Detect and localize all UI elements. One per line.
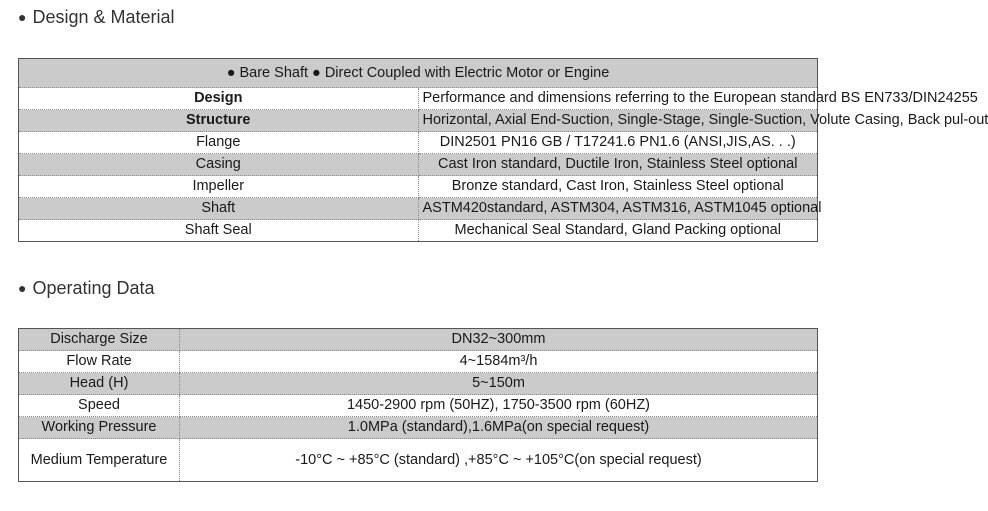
row-key: Discharge Size	[19, 329, 180, 351]
row-value: Performance and dimensions referring to the European standard BS EN733/DIN24255	[418, 88, 818, 110]
row-key: Medium Temperature	[19, 439, 180, 482]
section-title-text: Operating Data	[32, 278, 155, 298]
bullet-icon: ●	[18, 280, 27, 296]
row-key: Structure	[19, 110, 419, 132]
table-row	[19, 220, 818, 242]
row-key: Design	[19, 88, 419, 110]
row-value: DIN2501 PN16 GB / T17241.6 PN1.6 (ANSI,JIS,AS. . .)	[418, 132, 818, 154]
table-row	[19, 176, 818, 198]
row-value: 4~1584m³/h	[180, 351, 818, 373]
row-key: Head (H)	[19, 373, 180, 395]
table-header-row	[19, 59, 818, 88]
design-material-table	[18, 58, 988, 242]
row-key: Shaft	[19, 198, 419, 220]
operating-data-table	[18, 328, 818, 482]
section-title-text: Design & Material	[32, 7, 175, 27]
row-value: 1.0MPa (standard),1.6MPa(on special request)	[180, 417, 818, 439]
row-key: Working Pressure	[19, 417, 180, 439]
row-value: Mechanical Seal Standard, Gland Packing optional	[418, 220, 818, 242]
table-row	[19, 417, 818, 439]
row-key: Flow Rate	[19, 351, 180, 373]
table-row	[19, 329, 818, 351]
row-key: Flange	[19, 132, 419, 154]
table-row	[19, 154, 818, 176]
row-value: 5~150m	[180, 373, 818, 395]
section-title-operating-data	[18, 277, 155, 299]
table-row	[19, 132, 818, 154]
table-row	[19, 110, 818, 132]
row-value: DN32~300mm	[180, 329, 818, 351]
row-value: 1450-2900 rpm (50HZ), 1750-3500 rpm (60HZ)	[180, 395, 818, 417]
table-row	[19, 351, 818, 373]
header-cell: ● Bare Shaft ● Direct Coupled with Electric Motor or Engine	[19, 59, 818, 88]
table-row	[19, 395, 818, 417]
row-key: Shaft Seal	[19, 220, 419, 242]
bullet-icon: ●	[18, 9, 27, 25]
table-row	[19, 439, 818, 482]
row-value: ASTM420standard, ASTM304, ASTM316, ASTM1045 optional	[418, 198, 818, 220]
table-row	[19, 88, 818, 110]
row-value: Bronze standard, Cast Iron, Stainless Steel optional	[418, 176, 818, 198]
row-value: Cast Iron standard, Ductile Iron, Stainless Steel optional	[418, 154, 818, 176]
row-value: Horizontal, Axial End-Suction, Single-Stage, Single-Suction, Volute Casing, Back pul-out	[418, 110, 818, 132]
table-row	[19, 373, 818, 395]
table-row	[19, 198, 818, 220]
row-key: Casing	[19, 154, 419, 176]
row-key: Impeller	[19, 176, 419, 198]
row-key: Speed	[19, 395, 180, 417]
section-title-design-material	[18, 6, 175, 28]
row-value: -10°C ~ +85°C (standard) ,+85°C ~ +105°C(on special request)	[180, 439, 818, 482]
